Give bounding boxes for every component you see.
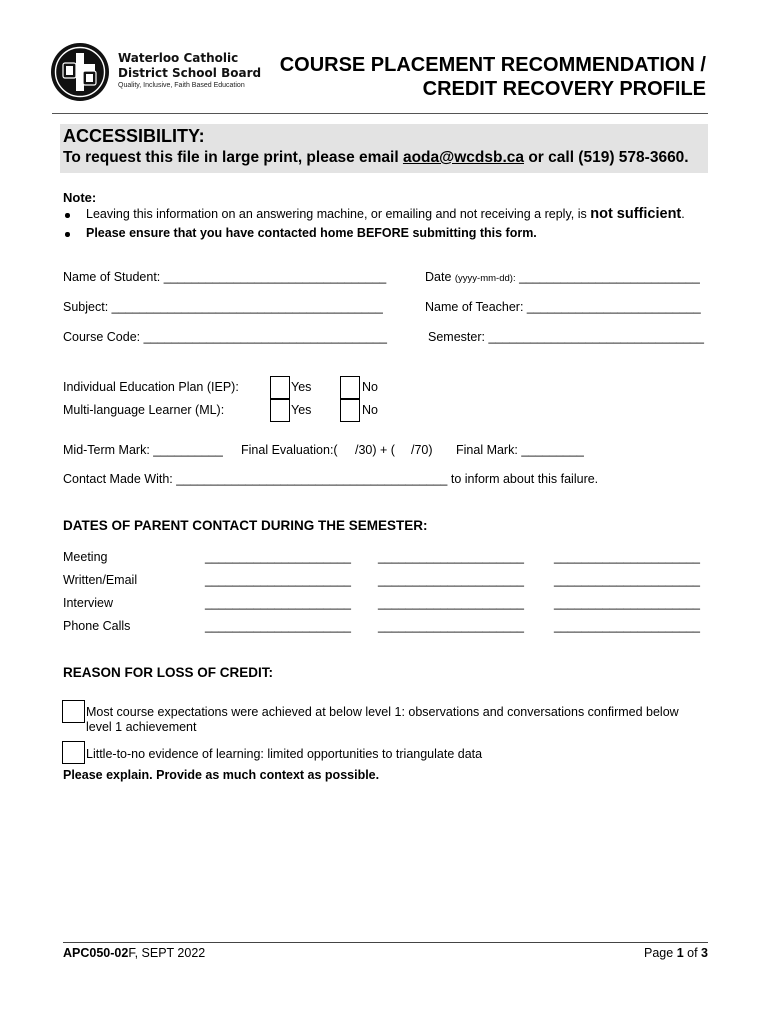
meeting-date-field-2[interactable]: _____________________ (378, 550, 524, 564)
final-eval-70-text: /70) (411, 443, 433, 457)
note-bullet-1-text: Leaving this information on an answering machine, or emailing and not receiving a reply, is (86, 207, 587, 221)
meeting-date-field-1[interactable]: _____________________ (205, 550, 351, 564)
accessibility-email-link[interactable]: aoda@wcdsb.ca (402, 149, 525, 166)
iep-no-checkbox[interactable] (340, 376, 360, 399)
student-name-row (63, 270, 386, 285)
course-code-label: Course Code: (63, 330, 141, 344)
student-name-label: Name of Student: (63, 270, 161, 284)
midterm-label: Mid-Term Mark: (63, 443, 150, 457)
final-mark-label: Final Mark: (456, 443, 518, 457)
reason-option-2-line1: Little-to-no evidence of learning: limited opportunities to triangulate data (86, 747, 483, 761)
page-total: 3 (701, 946, 708, 960)
iep-label: Individual Education Plan (IEP): (63, 380, 239, 394)
form-code-date: F, SEPT 2022 (128, 946, 206, 960)
note-bullet-1-end: . (681, 207, 685, 221)
written-email-label: Written/Email (63, 573, 138, 587)
student-name-field[interactable]: ________________________________ (163, 270, 387, 284)
accessibility-text (63, 149, 689, 167)
subject-label: Subject: (63, 300, 109, 314)
contact-label: Contact Made With: (63, 472, 173, 486)
iep-no-label: No (362, 380, 378, 394)
accessibility-text-after: or call (519) 578-3660. (528, 149, 689, 166)
subject-row (63, 300, 383, 315)
note-bullet-1 (86, 206, 685, 223)
written-email-date-field-3[interactable]: _____________________ (554, 573, 700, 587)
date-row (425, 270, 700, 286)
form-title-line1: COURSE PLACEMENT RECOMMENDATION / (279, 54, 706, 76)
ml-yes-label: Yes (291, 403, 312, 417)
parent-contact-heading: DATES OF PARENT CONTACT DURING THE SEMESTER: (63, 518, 428, 533)
logo-name-line2: District School Board (118, 66, 262, 80)
ml-no-label: No (362, 403, 378, 417)
interview-label: Interview (63, 596, 114, 610)
teacher-row (425, 300, 701, 315)
subject-field[interactable]: _______________________________________ (111, 300, 383, 314)
date-format-hint: (yyyy-mm-dd): (454, 273, 516, 284)
final-evaluation-label: Final Evaluation:( (241, 443, 338, 457)
course-code-field[interactable]: ___________________________________ (143, 330, 387, 344)
midterm-mark-field[interactable]: __________ (153, 443, 223, 457)
midterm-row (63, 443, 223, 458)
reason-option-2-checkbox[interactable] (62, 741, 85, 764)
accessibility-text-before: To request this file in large print, please email (63, 149, 399, 166)
final-mark-field[interactable]: _________ (521, 443, 584, 457)
contact-made-with-field[interactable]: _______________________________________ (176, 472, 448, 486)
interview-date-field-1[interactable]: _____________________ (205, 596, 351, 610)
phone-calls-date-field-2[interactable]: _____________________ (378, 619, 524, 633)
logo-name-line1: Waterloo Catholic (118, 51, 239, 65)
page-current: 1 (676, 946, 684, 960)
final-eval-30-text: /30) + ( (355, 443, 395, 457)
final-mark-row (456, 443, 584, 458)
contact-row (63, 472, 598, 487)
phone-calls-date-field-3[interactable]: _____________________ (554, 619, 700, 633)
not-sufficient-emphasis: not sufficient (590, 206, 682, 222)
ml-label: Multi-language Learner (ML): (63, 403, 225, 417)
semester-row (428, 330, 704, 345)
ml-yes-checkbox[interactable] (270, 399, 290, 422)
reason-option-1-checkbox[interactable] (62, 700, 85, 723)
page-of: of (687, 946, 698, 960)
semester-field[interactable]: _______________________________ (488, 330, 704, 344)
semester-label: Semester: (428, 330, 485, 344)
date-label: Date (425, 270, 452, 284)
logo-tagline: Quality, Inclusive, Faith Based Education (118, 82, 245, 89)
reason-heading: REASON FOR LOSS OF CREDIT: (63, 665, 274, 680)
phone-calls-label: Phone Calls (63, 619, 131, 633)
written-email-date-field-1[interactable]: _____________________ (205, 573, 351, 587)
interview-date-field-2[interactable]: _____________________ (378, 596, 524, 610)
form-code-number: APC050-02 (63, 946, 129, 960)
reason-option-1-line2: level 1 achievement (86, 720, 197, 734)
wcdsb-crest-logo-icon (50, 42, 110, 102)
page-word: Page (644, 946, 674, 960)
bullet-icon (65, 232, 70, 237)
iep-yes-label: Yes (291, 380, 312, 394)
header-divider (52, 113, 708, 114)
ml-no-checkbox[interactable] (340, 399, 360, 422)
final-eval-70-field[interactable] (396, 443, 410, 458)
interview-date-field-3[interactable]: _____________________ (554, 596, 700, 610)
accessibility-heading: ACCESSIBILITY: (63, 126, 205, 146)
form-title-line2: CREDIT RECOVERY PROFILE (422, 78, 706, 100)
teacher-label: Name of Teacher: (425, 300, 524, 314)
phone-calls-date-field-1[interactable]: _____________________ (205, 619, 351, 633)
date-field[interactable]: __________________________ (519, 270, 700, 284)
final-eval-30-field[interactable] (339, 443, 354, 458)
reason-option-1-line1: Most course expectations were achieved at below level 1: observations and conversations confirmed below (86, 705, 679, 719)
written-email-date-field-2[interactable]: _____________________ (378, 573, 524, 587)
page-indicator (644, 946, 708, 961)
form-code (63, 946, 205, 961)
teacher-field[interactable]: _________________________ (526, 300, 701, 314)
footer-divider (63, 942, 708, 943)
contact-suffix: to inform about this failure. (450, 472, 599, 486)
meeting-label: Meeting (63, 550, 108, 564)
iep-yes-checkbox[interactable] (270, 376, 290, 399)
course-code-row (63, 330, 387, 345)
reason-instruction: Please explain. Provide as much context as possible. (63, 768, 380, 782)
explanation-area[interactable] (63, 790, 708, 930)
meeting-date-field-3[interactable]: _____________________ (554, 550, 700, 564)
note-heading: Note: (63, 190, 97, 205)
bullet-icon (65, 213, 70, 218)
note-bullet-2: Please ensure that you have contacted home BEFORE submitting this form. (86, 226, 537, 240)
